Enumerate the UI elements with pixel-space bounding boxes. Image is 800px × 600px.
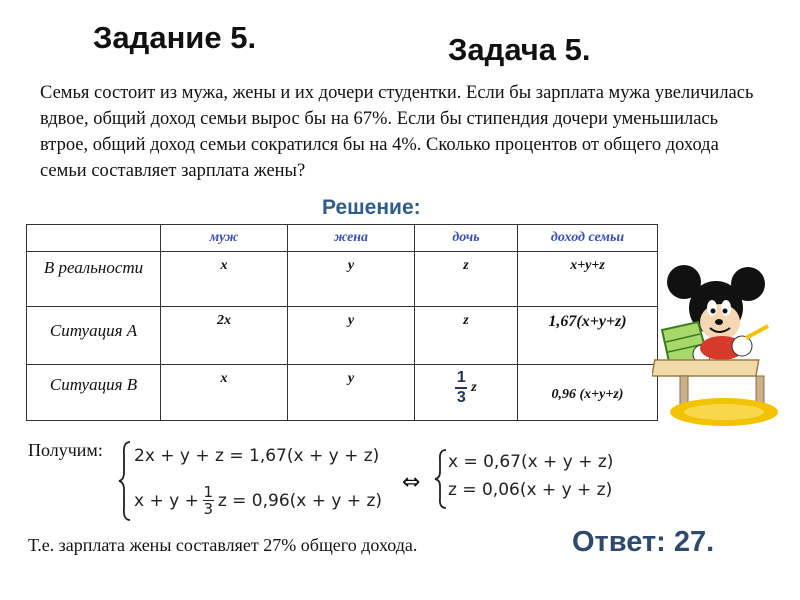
- header-daughter: дочь: [415, 225, 518, 252]
- header-wife: жена: [288, 225, 415, 252]
- fraction-denominator: 3: [456, 389, 466, 406]
- cell-daughter: z: [415, 307, 518, 365]
- obtain-label: Получим:: [28, 440, 103, 460]
- solution-title: Решение:: [322, 196, 421, 219]
- right-brace-icon: [434, 448, 448, 510]
- cell-wife: y: [288, 307, 415, 365]
- equation-system-left: [118, 440, 388, 522]
- solution-equation-2: z = 0,06(x + y + z): [448, 480, 613, 500]
- cell-daughter: [415, 365, 518, 421]
- header-empty: [27, 225, 161, 252]
- cell-wife: y: [288, 252, 415, 307]
- equation-1: 2x + y + z = 1,67(x + y + z): [134, 446, 380, 466]
- cell-daughter: z: [415, 252, 518, 307]
- cell-husband: x: [161, 252, 288, 307]
- equation-2-rhs: z = 0,96(x + y + z): [217, 490, 383, 511]
- solution-table: [26, 224, 658, 421]
- row-label: В реальности: [27, 252, 161, 307]
- table-header-row: [27, 225, 658, 252]
- mickey-mascot-image: [652, 262, 778, 432]
- equation-fraction-denominator: 3: [203, 500, 214, 518]
- problem-statement: Семья состоит из мужа, жены и их дочери студентки. Если бы зарплата мужа увеличилась вдвое, общий доход семьи вырос бы на 67%. Если бы стипендия дочери уменьшилась втрое, общий доход семьи сократился бы на 4%. Сколько процентов от общего дохода семьи составляет зарплата жены?: [40, 83, 754, 181]
- cell-husband: x: [161, 365, 288, 421]
- table-row: [27, 307, 658, 365]
- solution-equation-1: x = 0,67(x + y + z): [448, 452, 614, 472]
- header-husband: муж: [161, 225, 288, 252]
- problem-heading: Задача 5.: [448, 32, 591, 67]
- daughter-variable: z: [471, 380, 477, 395]
- cell-income: 1,67(x+y+z): [518, 307, 658, 365]
- fraction-numerator: 1: [456, 369, 466, 386]
- left-brace-icon: [118, 440, 132, 522]
- cell-wife: y: [288, 365, 415, 421]
- equation-2: [134, 484, 382, 517]
- equation-2-lhs: x + y +: [134, 490, 199, 511]
- row-label: Ситуация А: [27, 307, 161, 365]
- cell-income: x+y+z: [518, 252, 658, 307]
- cell-husband: 2x: [161, 307, 288, 365]
- answer-text: Ответ: 27.: [572, 526, 715, 558]
- table-row: [27, 365, 658, 421]
- equation-system-right: [434, 448, 654, 510]
- header-income: доход семьи: [518, 225, 658, 252]
- equation-fraction-numerator: 1: [203, 483, 214, 501]
- equivalence-arrow: ⇔: [402, 470, 421, 495]
- conclusion-text: Т.е. зарплата жены составляет 27% общего дохода.: [28, 535, 418, 555]
- assignment-heading: Задание 5.: [93, 20, 257, 55]
- cell-income: 0,96 (x+y+z): [518, 365, 658, 421]
- table-row: [27, 252, 658, 307]
- row-label: Ситуация В: [27, 365, 161, 421]
